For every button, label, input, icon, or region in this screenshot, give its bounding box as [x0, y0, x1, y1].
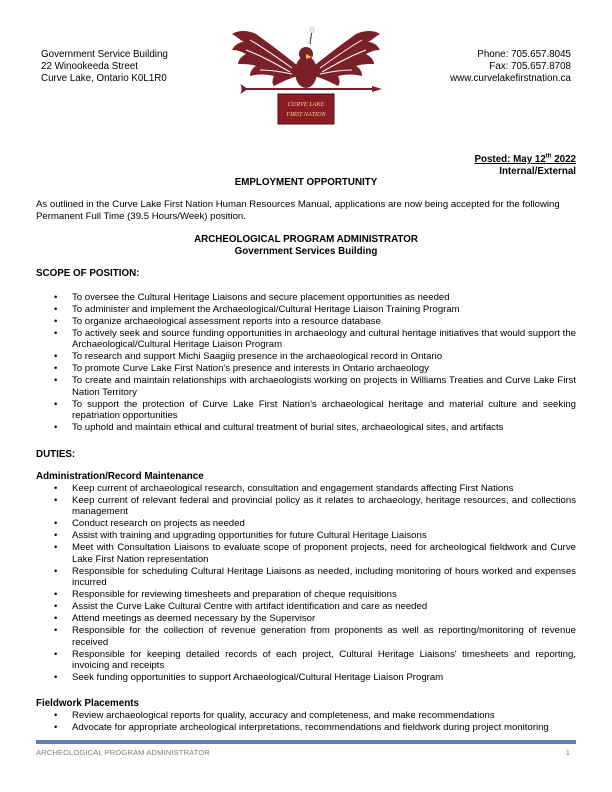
posted-date-year: 2022	[551, 154, 576, 165]
list-item: • Assist the Curve Lake Cultural Centre with artifact identification and care as needed	[54, 601, 576, 612]
list-item: • To promote Curve Lake First Nation's presence and interests in Ontario archaeology	[54, 363, 576, 374]
list-item: • To support the protection of Curve Lake First Nation's archaeological heritage and material culture and seeking repatriation opportunities	[54, 399, 576, 422]
position-location: Government Services Building	[234, 245, 378, 257]
feather-tip	[310, 27, 314, 33]
list-item: • To uphold and maintain ethical and cultural treatment of burial sites, archaeological sites, and artifacts	[54, 422, 576, 433]
list-item: • To actively seek and source funding opportunities in archaeology and cultural heritage initiatives that would support the Archaeological/Cultural Heritage Liaison Program	[54, 328, 576, 351]
list-item: • To organize archaeological assessment reports into a resource database	[54, 316, 576, 327]
list-item: • Advocate for appropriate archeological interpretations, recommendations and fieldwork during project monitoring	[54, 722, 576, 733]
spear-tip	[372, 86, 382, 92]
list-item: • Keep current of archaeological research, consultation and engagement standards affecting First Nations	[54, 483, 576, 494]
website-url: www.curvelakefirstnation.ca	[450, 73, 571, 84]
posted-date-suffix: th	[545, 153, 552, 160]
logo-text-line-2: FIRST NATION	[286, 111, 326, 118]
logo-text-line-1: CURVE LAKE	[287, 101, 325, 108]
position-title: ARCHEOLOGICAL PROGRAM ADMINISTRATOR	[194, 234, 418, 245]
page-number: 1	[565, 748, 570, 757]
list-item: • Responsible for keeping detailed records of each project, Cultural Heritage Liaisons' timesheets and reporting, invoicing and receipts	[54, 649, 576, 672]
list-item: • Seek funding opportunities to support Archaeological/Cultural Heritage Liaison Program	[54, 672, 576, 683]
list-item: • Responsible for the collection of revenue generation from proponents as well as reporting/monitoring of revenue received	[54, 625, 576, 648]
fieldwork-subheading: Fieldwork Placements	[36, 698, 139, 709]
employment-heading: EMPLOYMENT OPPORTUNITY	[234, 177, 378, 188]
list-item: • Responsible for scheduling Cultural Heritage Liaisons as needed, including monitoring of hours worked and expenses incurred	[54, 566, 576, 589]
list-item: • To create and maintain relationships with archaeologists working on projects in Williams Treaties and Curve Lake First Nation Territory	[54, 375, 576, 398]
list-item: • Conduct research on projects as needed	[54, 518, 576, 529]
list-item: • To administer and implement the Archaeological/Cultural Heritage Liaison Training Program	[54, 304, 576, 315]
posted-date-prefix: Posted: May 12	[474, 154, 546, 165]
list-item: • To oversee the Cultural Heritage Liaisons and secure placement opportunities as needed	[54, 292, 576, 303]
scope-heading: SCOPE OF POSITION:	[36, 268, 140, 279]
list-item: • To research and support Michi Saagiig presence in the archaeological record in Ontario	[54, 351, 576, 362]
posted-date	[474, 154, 576, 166]
address-line: Government Service Building	[41, 49, 168, 60]
phone-number: Phone: 705.657.8045	[477, 49, 571, 60]
admin-duties-list	[54, 483, 576, 684]
intro-paragraph: As outlined in the Curve Lake First Nation Human Resources Manual, applications are now being accepted for the following Permanent Full Time (39.5 Hours/Week) position.	[36, 199, 560, 222]
curve-lake-eagle-logo	[226, 26, 386, 126]
organization-contact	[450, 49, 571, 85]
list-item: • Review archaeological reports for quality, accuracy and completeness, and make recommendations	[54, 710, 576, 721]
spear-tail	[240, 84, 248, 94]
list-item: • Responsible for reviewing timesheets and preparation of cheque requisitions	[54, 589, 576, 600]
address-line: 22 Winookeeda Street	[41, 61, 138, 72]
footer-title: ARCHEOLOGICAL PROGRAM ADMINISTRATOR	[36, 748, 210, 757]
list-item: • Attend meetings as deemed necessary by the Supervisor	[54, 613, 576, 624]
duties-heading: DUTIES:	[36, 449, 76, 460]
posting-type: Internal/External	[499, 166, 576, 177]
fieldwork-duties-list	[54, 710, 576, 734]
list-item: • Assist with training and upgrading opportunities for future Cultural Heritage Liaisons	[54, 530, 576, 541]
list-item: • Meet with Consultation Liaisons to evaluate scope of proponent projects, need for archeological fieldwork and Curve Lake First Nation representation	[54, 542, 576, 565]
position-heading	[0, 234, 612, 257]
fax-number: Fax: 705.657.8708	[489, 61, 571, 72]
scope-list	[54, 292, 576, 434]
list-item: • Keep current of relevant federal and provincial policy as it relates to archaeology, heritage resources, and collections management	[54, 495, 576, 518]
organization-address	[41, 49, 168, 85]
admin-subheading: Administration/Record Maintenance	[36, 471, 204, 482]
logo-plaque	[278, 94, 334, 124]
footer-divider	[36, 740, 576, 744]
posting-info	[474, 154, 576, 178]
address-line: Curve Lake, Ontario K0L1R0	[41, 73, 167, 84]
